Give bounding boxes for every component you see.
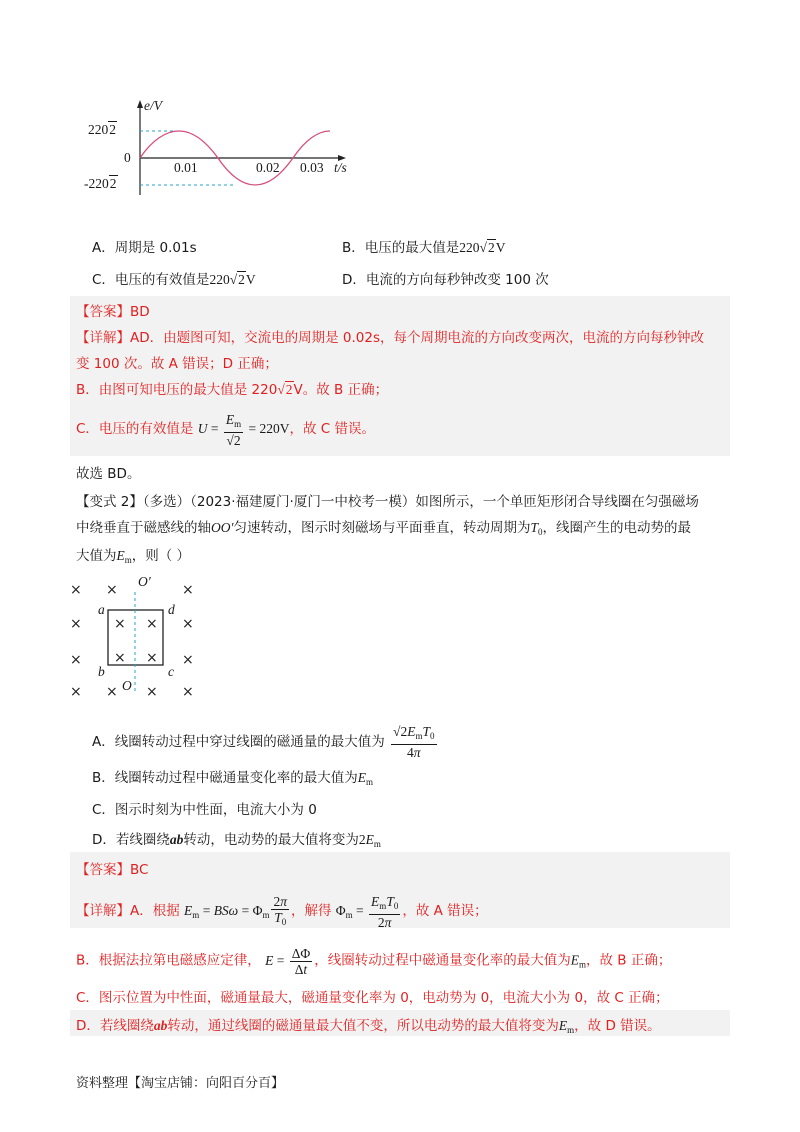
label-d: d — [168, 602, 175, 617]
q1-conclusion: 故选 BD。 — [76, 466, 141, 482]
label-b: b — [98, 664, 105, 679]
field-cross: × — [114, 650, 126, 666]
emf-graph — [80, 100, 380, 200]
q2-option-b: B．线圈转动过程中磁通量变化率的最大值为$E_m$ — [92, 770, 374, 787]
label-a: a — [98, 602, 105, 617]
q2-answer: 【答案】BC — [76, 862, 149, 878]
field-cross: × — [182, 652, 194, 668]
q1-detail-3: B．由图可知电压的最大值是 220√2V。故 B 正确； — [76, 382, 389, 398]
q1-option-d: D．电流的方向每秒钟改变 100 次 — [342, 272, 549, 288]
q2-detail-4: D．若线圈绕ab转动，通过线圈的磁通量最大值不变，所以电动势的最大值将变为$E_m$，故 D 错误。 — [76, 1018, 661, 1035]
x-tick-2: 0.02 — [256, 160, 280, 175]
y-axis-label: e/V — [144, 98, 162, 113]
y-zero-label: 0 — [124, 150, 131, 165]
q2-detail-2: B．根据法拉第电磁感应定律， E = $\frac{\Delta\Phi}{\Delta t}$ ，线圈转动过程中磁通量变化率的最大值为$E_m$，故 B 正确； — [76, 946, 672, 977]
y-max-label: 2202 — [88, 122, 116, 137]
q1-detail-2: 变 100 次。故 A 错误；D 正确； — [76, 356, 278, 372]
x-tick-3: 0.03 — [300, 160, 324, 175]
field-cross: × — [146, 684, 158, 700]
q1-option-b: B．电压的最大值是220√2V — [342, 240, 506, 256]
q2-stem-2: 中绕垂直于磁感线的轴OO′匀速转动，图示时刻磁场与平面垂直，转动周期为$T_0$，线圈产生的电动势的最 — [76, 520, 691, 537]
field-cross: × — [70, 616, 82, 632]
q2-detail-3: C．图示位置为中性面，磁通量最大，磁通量变化率为 0，电动势为 0，电流大小为 0，故 C 正确； — [76, 990, 669, 1006]
field-cross: × — [182, 616, 194, 632]
y-axis-arrow — [137, 100, 143, 108]
y-min-label: -2202 — [84, 176, 117, 191]
label-o-prime: O′ — [138, 574, 151, 589]
q2-option-c: C．图示时刻为中性面，电流大小为 0 — [92, 802, 317, 818]
x-tick-1: 0.01 — [174, 160, 198, 175]
q1-detail-1: 【详解】AD．由题图可知，交流电的周期是 0.02s，每个周期电流的方向改变两次，电流的方向每秒钟改 — [76, 330, 705, 346]
q2-stem-1: 【变式 2】（多选）（2023·福建厦门·厦门一中校考一模）如图所示，一个单匝矩形闭合导线圈在匀强磁场 — [76, 494, 699, 510]
q2-option-a: A．线圈转动过程中穿过线圈的磁通量的最大值为 $\frac{√2E_mT_0}{4\pi}$ — [92, 724, 435, 760]
field-cross: × — [106, 684, 118, 700]
q2-option-d: D．若线圈绕ab转动，电动势的最大值将变为$2E_m$ — [92, 832, 381, 849]
field-cross: × — [182, 582, 194, 598]
field-cross: × — [70, 684, 82, 700]
field-cross: × — [70, 582, 82, 598]
q1-detail-4: C．电压的有效值是 U = $\frac{E_m}{√2}$ = 220V，故 C 错误。 — [76, 412, 376, 448]
field-cross: × — [146, 650, 158, 666]
field-cross: × — [114, 616, 126, 632]
q1-option-a: A．周期是 0.01s — [92, 240, 197, 256]
field-cross: × — [70, 652, 82, 668]
q1-option-c: C．电压的有效值是220√2V — [92, 272, 256, 288]
x-axis-label: t/s — [334, 160, 347, 175]
field-cross: × — [106, 582, 118, 598]
q2-detail-1: 【详解】A．根据 $E_m = BS\omega = \Phi_m$ $\frac{2\pi}{T_0}$ ，解得 $\Phi_m$ = $\frac{E_mT_0}{2\pi}$ ，故 A 错误； — [76, 894, 488, 930]
footer-source: 资料整理【淘宝店铺：向阳百分百】 — [76, 1076, 285, 1091]
q1-answer: 【答案】BD — [76, 304, 150, 320]
field-cross: × — [146, 616, 158, 632]
label-c: c — [168, 664, 174, 679]
coil-figure — [66, 572, 216, 702]
field-cross: × — [182, 684, 194, 700]
label-o: O — [122, 678, 132, 693]
q2-stem-3: 大值为$E_m$，则（ ） — [76, 548, 191, 565]
